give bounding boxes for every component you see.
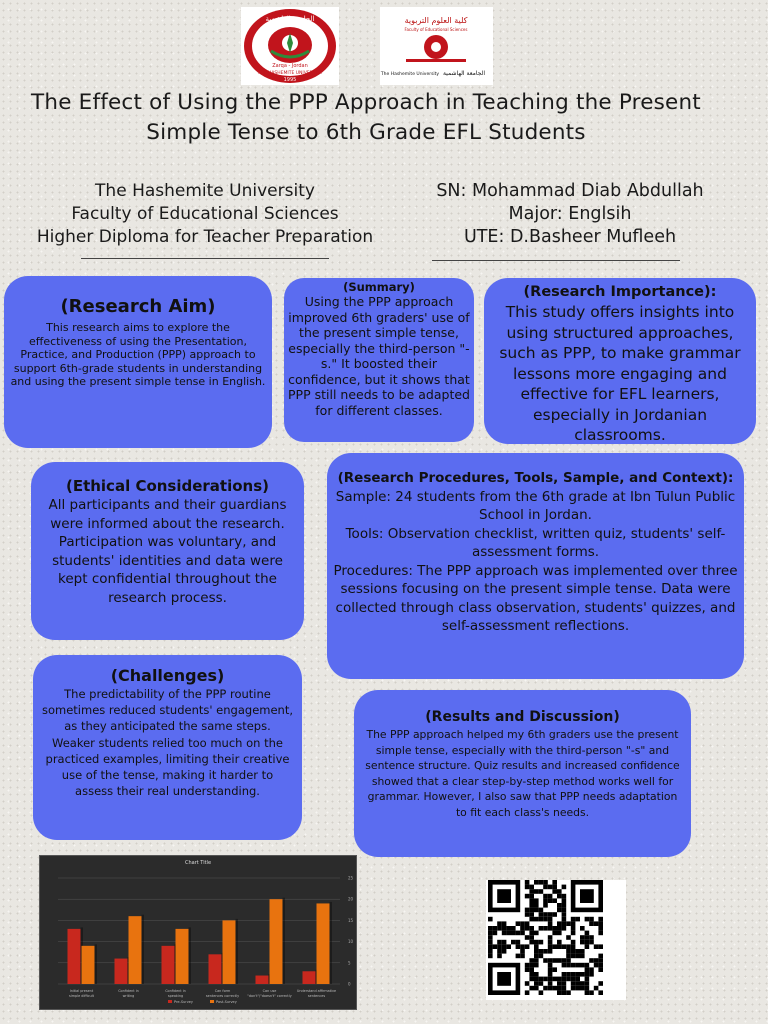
chart-legend-label: Pre-Survey — [174, 1000, 194, 1004]
chart-bar-shade — [95, 944, 98, 984]
chart-category-label: Confident in — [165, 989, 186, 993]
research-procedures-box — [327, 453, 744, 679]
chart-bar — [115, 959, 128, 984]
chart-bar-shade — [283, 898, 286, 984]
chart-category-label: Initial present — [69, 989, 94, 993]
chart-ytick-label: 0 — [348, 981, 351, 987]
logo-city-text: Zarqa - Jordan — [272, 63, 308, 69]
chart-bar-shade — [189, 927, 192, 984]
chart-bar — [256, 976, 269, 984]
chart-category-label: sentences — [307, 994, 326, 998]
chart-ytick-label: 5 — [348, 960, 351, 966]
chart-category-label: simple difficult — [69, 994, 94, 998]
results-discussion-box — [354, 690, 691, 857]
chart-ytick-label: 25 — [348, 875, 354, 881]
research-procedures-sample: Sample: 24 students from the 6th grade at Ibn Tulun Public School in Jordan. — [335, 488, 736, 523]
institution-divider — [81, 258, 329, 259]
student-major: Major: Englsih — [508, 204, 632, 224]
logo-name-text: THE HASHEMITE UNIVERSITY — [257, 71, 323, 76]
faculty-logo-arabic: كلية العلوم التربوية — [404, 16, 468, 25]
faculty-logo-university-ar: الجامعة الهاشمية — [442, 70, 486, 77]
chart-category-label: sentences correctly — [205, 994, 240, 998]
results-discussion-body: The PPP approach helped my 6th graders use the present simple tense, especially with the third-person "-s" and sentence structure. Quiz results and increased confidence showed that a clear step-by-step method works well for grammar. However, I also saw that PPP needs adaptation to fit each class's needs. — [365, 728, 680, 819]
logo-year-text: 1995 — [283, 77, 297, 83]
qr-code[interactable] — [486, 880, 626, 1000]
student-supervisor: UTE: D.Basheer Mufleeh — [463, 227, 677, 247]
institution-info — [12, 180, 398, 249]
chart-category-label: Can use — [262, 989, 277, 993]
chart-category-label: Understand affirmative — [296, 989, 337, 993]
institution-program: Higher Diploma for Teacher Preparation — [36, 227, 374, 247]
chart-legend-swatch — [168, 1000, 172, 1003]
faculty-logo-english: Faculty of Educational Sciences — [404, 27, 468, 32]
faculty-logo-university-en: The Hashemite University — [380, 72, 440, 77]
chart-category-label: Confident in — [118, 989, 139, 993]
chart-bar — [209, 954, 222, 984]
chart-category-label: writing — [122, 994, 135, 998]
research-procedures-tools: Tools: Observation checklist, written quiz, students' self-assessment forms. — [345, 525, 726, 560]
faculty-logo — [380, 7, 493, 85]
research-importance-body: This study offers insights into using structured approaches, such as PPP, to make grammar lessons more engaging and effective for EFL learners, especially in Jordanian classrooms. — [499, 303, 741, 444]
chart-legend-swatch — [210, 1000, 214, 1003]
chart-bar-shade — [330, 902, 333, 984]
research-aim-box — [4, 276, 272, 448]
chart-category-label: Can form — [214, 989, 231, 993]
ethical-considerations-box — [31, 462, 304, 640]
research-procedures-heading: (Research Procedures, Tools, Sample, and Context): — [337, 470, 734, 486]
research-importance-heading: (Research Importance): — [523, 284, 717, 300]
student-sn: SN: Mohammad Diab Abdullah — [436, 181, 704, 201]
challenges-heading: (Challenges) — [110, 666, 225, 685]
challenges-body: The predictability of the PPP routine sometimes reduced students' engagement, as they anticipated the same steps. Weaker students relied too much on the practiced examples, limiting their creative use of the tense, making it harder to assess their real understanding. — [41, 687, 293, 799]
chart-title: Chart Title — [184, 860, 212, 866]
chart-bar — [223, 920, 236, 984]
chart-bar — [82, 946, 95, 984]
student-info — [410, 180, 730, 249]
summary-body: Using the PPP approach improved 6th graders' use of the present simple tense, especially the third-person "-s." It boosted their confidence, but it shows that PPP still needs to be adapted for different classes. — [288, 294, 470, 418]
student-divider — [432, 260, 680, 261]
research-aim-body: This research aims to explore the effectiveness of using the Presentation, Practice, and Production (PPP) approach to support 6th-grade students in understanding and using the present simple tense in English. — [10, 321, 266, 389]
research-importance-box — [484, 278, 756, 444]
results-discussion-heading: (Results and Discussion) — [425, 709, 620, 725]
research-procedures-procedures: Procedures: The PPP approach was implemented over three sessions focusing on the present simple tense. Data were collected through class observation, students' quizzes, and self-assessment reflections. — [333, 562, 738, 634]
chart-bar-shade — [236, 919, 239, 984]
chart-ytick-label: 20 — [348, 896, 354, 902]
summary-heading: (Summary) — [343, 280, 415, 294]
chart-bar — [317, 903, 330, 984]
chart-category-label: "don't"/"doesn't" correctly — [247, 994, 292, 998]
ethical-considerations-heading: (Ethical Considerations) — [65, 477, 270, 495]
chart-bar — [68, 929, 81, 984]
chart-ytick-label: 10 — [348, 939, 354, 945]
institution-university: The Hashemite University — [95, 181, 315, 201]
chart-bar-shade — [142, 915, 145, 984]
summary-box — [284, 278, 474, 442]
chart-svg — [40, 856, 356, 1009]
chart-bar — [176, 929, 189, 984]
logo-arabic-text: الجامعة الهاشمية — [265, 15, 315, 23]
results-chart — [39, 855, 357, 1010]
qr-code-graphic — [486, 880, 626, 1000]
poster-title: The Effect of Using the PPP Approach in Teaching the Present Simple Tense to 6th Grade EFL Students — [31, 90, 701, 145]
challenges-box — [33, 655, 302, 840]
chart-legend-label: Post-Survey — [216, 1000, 237, 1004]
institution-faculty: Faculty of Educational Sciences — [71, 204, 339, 224]
chart-ytick-label: 15 — [348, 917, 354, 923]
chart-bar — [162, 946, 175, 984]
chart-bar — [303, 971, 316, 984]
research-aim-heading: (Research Aim) — [60, 296, 216, 317]
chart-bar — [270, 899, 283, 984]
ethical-considerations-body: All participants and their guardians were informed about the research. Participation was voluntary, and students' identities and data were kept confidential throughout the research process. — [48, 497, 287, 606]
chart-bar — [129, 916, 142, 984]
chart-category-label: speaking — [167, 994, 184, 998]
hashemite-university-logo — [241, 7, 339, 85]
